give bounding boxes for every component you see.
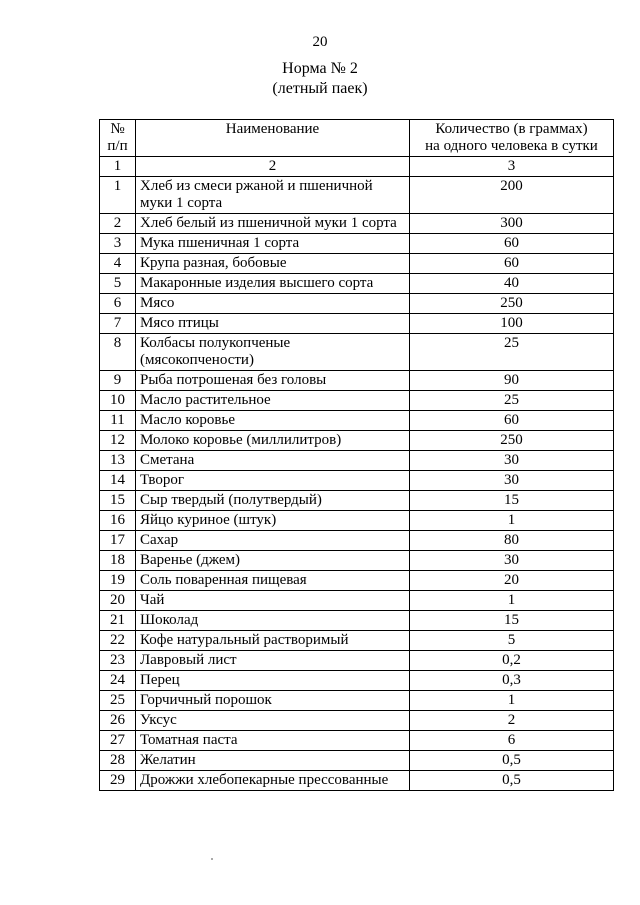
header-number: № п/п — [100, 120, 136, 157]
product-name: Сахар — [136, 531, 410, 551]
table-row — [100, 691, 614, 711]
column-number: 1 — [100, 157, 136, 177]
product-name: Кофе натуральный растворимый — [136, 631, 410, 651]
product-quantity: 200 — [410, 177, 614, 214]
product-name: Соль поваренная пищевая — [136, 571, 410, 591]
product-quantity: 30 — [410, 451, 614, 471]
product-name: Яйцо куриное (штук) — [136, 511, 410, 531]
table-row — [100, 411, 614, 431]
row-number: 17 — [100, 531, 136, 551]
product-name: Желатин — [136, 751, 410, 771]
row-number: 26 — [100, 711, 136, 731]
row-number: 13 — [100, 451, 136, 471]
table-row — [100, 751, 614, 771]
product-quantity: 1 — [410, 591, 614, 611]
product-name: Рыба потрошеная без головы — [136, 371, 410, 391]
table-row — [100, 294, 614, 314]
table-row — [100, 254, 614, 274]
row-number: 8 — [100, 334, 136, 371]
row-number: 27 — [100, 731, 136, 751]
product-name: Горчичный порошок — [136, 691, 410, 711]
scan-artifact — [211, 858, 213, 860]
product-quantity: 60 — [410, 254, 614, 274]
product-quantity: 300 — [410, 214, 614, 234]
product-name: Мясо — [136, 294, 410, 314]
column-numbering-row — [100, 157, 614, 177]
product-quantity: 15 — [410, 491, 614, 511]
row-number: 16 — [100, 511, 136, 531]
row-number: 12 — [100, 431, 136, 451]
table-row — [100, 391, 614, 411]
page-title: Норма № 2 — [282, 60, 358, 77]
page-subtitle: (летный паек) — [272, 80, 368, 97]
product-quantity: 20 — [410, 571, 614, 591]
product-quantity: 0,5 — [410, 751, 614, 771]
row-number: 24 — [100, 671, 136, 691]
table-row — [100, 491, 614, 511]
product-quantity: 0,3 — [410, 671, 614, 691]
table-row — [100, 651, 614, 671]
table-row — [100, 571, 614, 591]
table-row — [100, 771, 614, 791]
product-quantity: 15 — [410, 611, 614, 631]
header-quantity: Количество (в граммах) на одного человека в сутки — [410, 120, 614, 157]
table-row — [100, 671, 614, 691]
table-header-row — [100, 120, 614, 157]
product-quantity: 25 — [410, 391, 614, 411]
table-row — [100, 731, 614, 751]
table-row — [100, 531, 614, 551]
product-quantity: 0,5 — [410, 771, 614, 791]
table-row — [100, 214, 614, 234]
product-quantity: 250 — [410, 294, 614, 314]
product-name: Дрожжи хлебопекарные прессованные — [136, 771, 410, 791]
row-number: 15 — [100, 491, 136, 511]
row-number: 9 — [100, 371, 136, 391]
row-number: 7 — [100, 314, 136, 334]
product-quantity: 2 — [410, 711, 614, 731]
table-row — [100, 551, 614, 571]
table-row — [100, 471, 614, 491]
table-row — [100, 314, 614, 334]
row-number: 28 — [100, 751, 136, 771]
row-number: 5 — [100, 274, 136, 294]
product-quantity: 40 — [410, 274, 614, 294]
header-name: Наименование — [136, 120, 410, 157]
table-row — [100, 274, 614, 294]
product-quantity: 6 — [410, 731, 614, 751]
row-number: 2 — [100, 214, 136, 234]
product-quantity: 60 — [410, 234, 614, 254]
row-number: 29 — [100, 771, 136, 791]
column-number: 3 — [410, 157, 614, 177]
table-row — [100, 511, 614, 531]
page-number: 20 — [312, 34, 328, 50]
product-quantity: 1 — [410, 511, 614, 531]
row-number: 14 — [100, 471, 136, 491]
product-quantity: 0,2 — [410, 651, 614, 671]
product-quantity: 25 — [410, 334, 614, 371]
product-name: Томатная паста — [136, 731, 410, 751]
row-number: 3 — [100, 234, 136, 254]
product-quantity: 90 — [410, 371, 614, 391]
table-row — [100, 591, 614, 611]
product-name: Перец — [136, 671, 410, 691]
table-row — [100, 371, 614, 391]
product-name: Мясо птицы — [136, 314, 410, 334]
product-name: Молоко коровье (миллилитров) — [136, 431, 410, 451]
product-quantity: 100 — [410, 314, 614, 334]
product-quantity: 30 — [410, 471, 614, 491]
row-number: 6 — [100, 294, 136, 314]
row-number: 19 — [100, 571, 136, 591]
product-name: Крупа разная, бобовые — [136, 254, 410, 274]
table-row — [100, 711, 614, 731]
row-number: 20 — [100, 591, 136, 611]
product-name: Хлеб из смеси ржаной и пшеничной муки 1 сорта — [136, 177, 410, 214]
table-row — [100, 234, 614, 254]
column-number: 2 — [136, 157, 410, 177]
product-name: Варенье (джем) — [136, 551, 410, 571]
product-name: Шоколад — [136, 611, 410, 631]
row-number: 10 — [100, 391, 136, 411]
product-quantity: 30 — [410, 551, 614, 571]
product-name: Сметана — [136, 451, 410, 471]
table-row — [100, 334, 614, 371]
product-quantity: 5 — [410, 631, 614, 651]
row-number: 25 — [100, 691, 136, 711]
product-name: Творог — [136, 471, 410, 491]
product-name: Хлеб белый из пшеничной муки 1 сорта — [136, 214, 410, 234]
product-name: Чай — [136, 591, 410, 611]
product-name: Сыр твердый (полутвердый) — [136, 491, 410, 511]
ration-table — [99, 119, 614, 791]
product-name: Макаронные изделия высшего сорта — [136, 274, 410, 294]
product-name: Мука пшеничная 1 сорта — [136, 234, 410, 254]
product-name: Масло растительное — [136, 391, 410, 411]
row-number: 11 — [100, 411, 136, 431]
product-name: Масло коровье — [136, 411, 410, 431]
table-row — [100, 177, 614, 214]
row-number: 23 — [100, 651, 136, 671]
row-number: 21 — [100, 611, 136, 631]
product-quantity: 80 — [410, 531, 614, 551]
table-row — [100, 631, 614, 651]
product-name: Колбасы полукопченые (мясокопчености) — [136, 334, 410, 371]
table-row — [100, 611, 614, 631]
product-quantity: 250 — [410, 431, 614, 451]
row-number: 18 — [100, 551, 136, 571]
table-row — [100, 451, 614, 471]
product-quantity: 1 — [410, 691, 614, 711]
row-number: 22 — [100, 631, 136, 651]
product-name: Лавровый лист — [136, 651, 410, 671]
table-row — [100, 431, 614, 451]
product-quantity: 60 — [410, 411, 614, 431]
row-number: 1 — [100, 177, 136, 214]
row-number: 4 — [100, 254, 136, 274]
product-name: Уксус — [136, 711, 410, 731]
